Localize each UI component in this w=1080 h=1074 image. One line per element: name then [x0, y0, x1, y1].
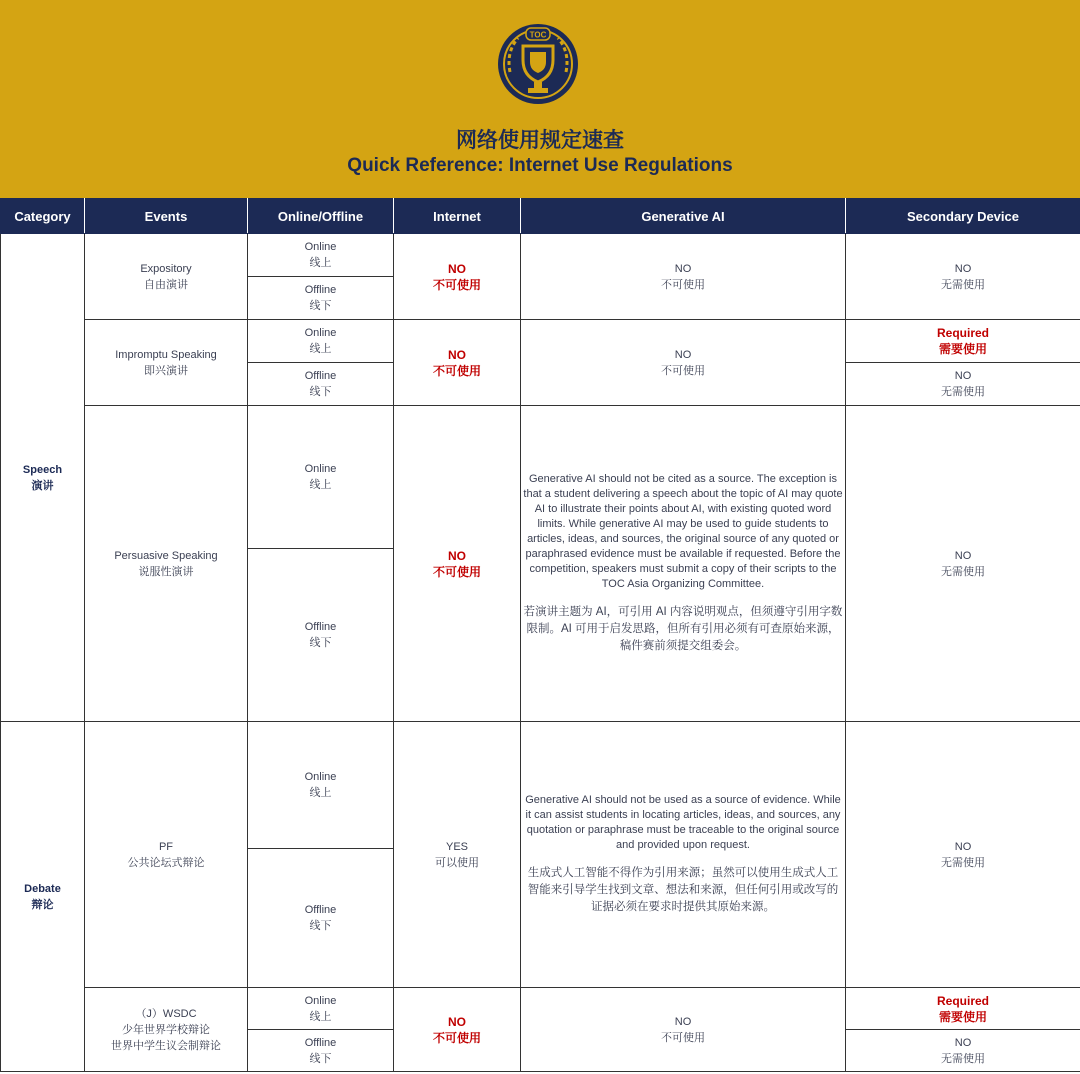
ai-policy-text-en: Generative AI should not be used as a source of evidence. While it can assist students in locating articles, ideas, and sources, any quotation or paraphrase must be traceable to the original source and provided upon request. — [525, 794, 841, 851]
column-header-mode: Online/Offline — [248, 199, 394, 234]
ai-policy-text-en: Generative AI should not be cited as a source. The exception is that a student delivering a speech about the topic of AI may quote AI to illustrate their points about AI, with existing quoted word limits. While generative AI may be used to guide students to articles, ideas, and sources, the original source of any quoted or paraphrased evidence must be available if requested. Before the competition, speakers must submit a copy of their scripts to the TOC Asia Organizing Committee. — [523, 473, 843, 590]
device-value: NO 无需使用 — [846, 363, 1080, 406]
device-value: NO 无需使用 — [846, 234, 1080, 320]
device-value: NO 无需使用 — [846, 722, 1080, 988]
ai-policy-pf — [521, 722, 846, 988]
toc-logo-icon — [496, 22, 580, 106]
device-value: NO 无需使用 — [846, 1030, 1080, 1072]
ai-value: NO 不可使用 — [521, 320, 846, 406]
device-value-required: Required 需要使用 — [846, 988, 1080, 1030]
table-row — [1, 406, 1080, 549]
column-header-internet: Internet — [394, 199, 521, 234]
mode-online: Online 线上 — [248, 234, 394, 277]
page-title-en: Quick Reference: Internet Use Regulations — [347, 155, 733, 176]
table-row — [1, 722, 1080, 849]
regulations-table — [0, 198, 1080, 1072]
mode-offline: Offline 线下 — [248, 549, 394, 722]
mode-online: Online 线上 — [248, 722, 394, 849]
table-row — [1, 320, 1080, 363]
internet-value-yes: YES 可以使用 — [394, 722, 521, 988]
device-value: NO 无需使用 — [846, 406, 1080, 722]
internet-value: NO 不可使用 — [394, 406, 521, 722]
ai-policy-text-cn: 生成式人工智能不得作为引用来源；虽然可以使用生成式人工智能来引导学生找到文章、想法和来源，但任何引用或改写的证据必须在要求时提供其原始来源。 — [527, 867, 839, 913]
event-expository: Expository 自由演讲 — [85, 234, 248, 320]
mode-offline: Offline 线下 — [248, 277, 394, 320]
event-pf: PF 公共论坛式辩论 — [85, 722, 248, 988]
table-row — [1, 234, 1080, 277]
event-persuasive: Persuasive Speaking 说服性演讲 — [85, 406, 248, 722]
category-speech: Speech 演讲 — [1, 234, 85, 722]
category-debate: Debate 辩论 — [1, 722, 85, 1072]
ai-policy-text-cn: 若演讲主题为 AI，可引用 AI 内容说明观点，但须遵守引用字数限制。AI 可用于启发思路，但所有引用必须有可查原始来源，稿件赛前须提交组委会。 — [523, 606, 843, 652]
table-header-row — [1, 199, 1080, 234]
ai-value: NO 不可使用 — [521, 234, 846, 320]
mode-offline: Offline 线下 — [248, 849, 394, 988]
page-title-cn: 网络使用规定速查 — [456, 129, 624, 152]
internet-value: NO 不可使用 — [394, 234, 521, 320]
mode-offline: Offline 线下 — [248, 363, 394, 406]
ai-policy-persuasive — [521, 406, 846, 722]
column-header-category: Category — [1, 199, 85, 234]
event-wsdc: （J）WSDC 少年世界学校辩论 世界中学生议会制辩论 — [85, 988, 248, 1072]
column-header-events: Events — [85, 199, 248, 234]
column-header-secondary-device: Secondary Device — [846, 199, 1080, 234]
mode-offline: Offline 线下 — [248, 1030, 394, 1072]
internet-value: NO 不可使用 — [394, 988, 521, 1072]
header-banner — [0, 0, 1080, 198]
ai-value: NO 不可使用 — [521, 988, 846, 1072]
internet-value: NO 不可使用 — [394, 320, 521, 406]
table-row — [1, 988, 1080, 1030]
column-header-generative-ai: Generative AI — [521, 199, 846, 234]
mode-online: Online 线上 — [248, 988, 394, 1030]
mode-online: Online 线上 — [248, 320, 394, 363]
event-impromptu: Impromptu Speaking 即兴演讲 — [85, 320, 248, 406]
mode-online: Online 线上 — [248, 406, 394, 549]
svg-text:TOC: TOC — [529, 30, 547, 40]
device-value-required: Required 需要使用 — [846, 320, 1080, 363]
